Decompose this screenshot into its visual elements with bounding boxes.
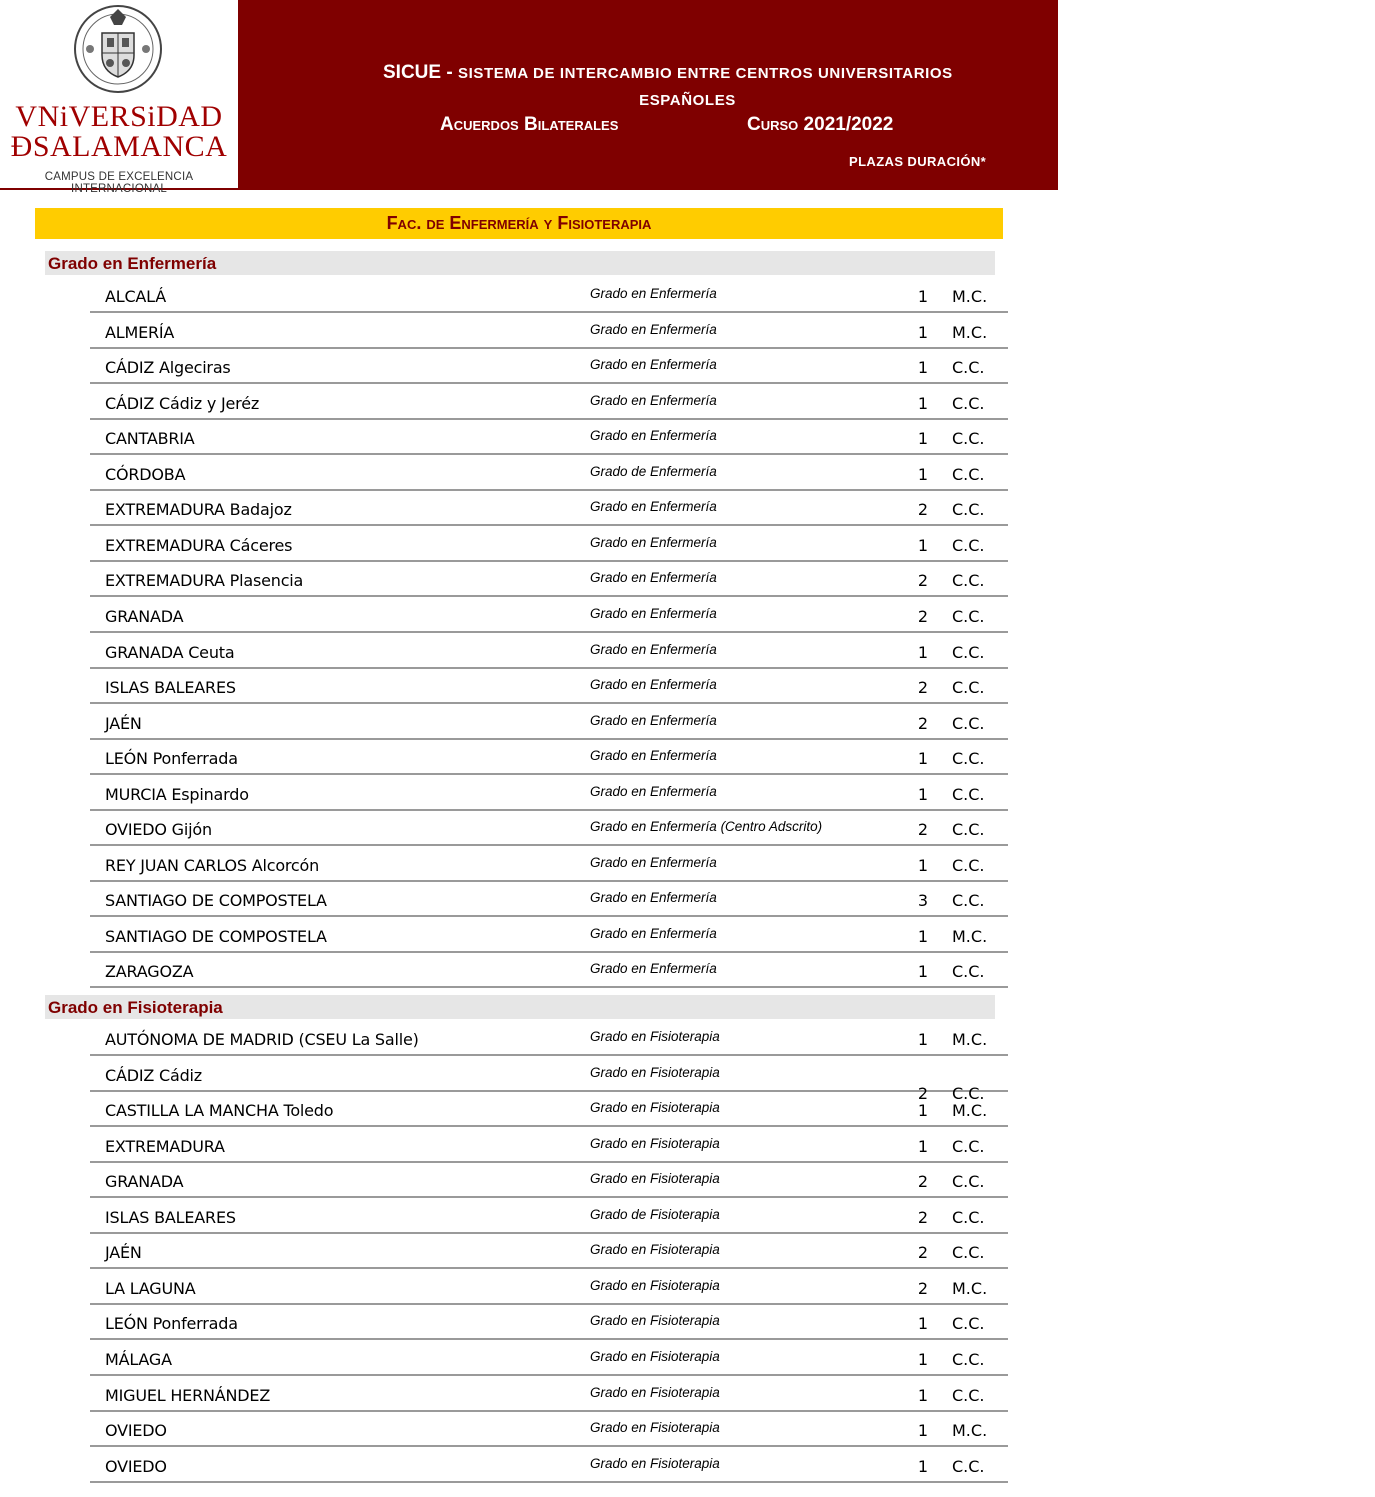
university-name: MIGUEL HERNÁNDEZ bbox=[105, 1386, 271, 1405]
table-row bbox=[90, 1197, 1008, 1234]
duration-code: C.C. bbox=[952, 785, 985, 804]
university-name: CANTABRIA bbox=[105, 429, 195, 448]
university-name: LEÓN Ponferrada bbox=[105, 749, 238, 768]
university-name: SANTIAGO DE COMPOSTELA bbox=[105, 891, 327, 910]
table-row bbox=[90, 951, 1008, 988]
degree-name: Grado en Fisioterapia bbox=[590, 1100, 720, 1115]
places-count: 2 bbox=[917, 820, 929, 839]
places-count: 1 bbox=[917, 927, 929, 946]
section-title: Grado en Fisioterapia bbox=[45, 995, 995, 1019]
table-row bbox=[90, 1375, 1008, 1412]
places-count: 1 bbox=[917, 1137, 929, 1156]
places-count: 1 bbox=[917, 287, 929, 306]
table-row bbox=[90, 454, 1008, 491]
table-row bbox=[90, 1090, 1008, 1127]
duration-code: C.C. bbox=[952, 1350, 985, 1369]
university-name: REY JUAN CARLOS Alcorcón bbox=[105, 856, 320, 875]
degree-name: Grado en Enfermería bbox=[590, 535, 717, 550]
places-count: 1 bbox=[917, 749, 929, 768]
duration-code: C.C. bbox=[952, 1137, 985, 1156]
duration-code: C.C. bbox=[952, 891, 985, 910]
places-count: 2 bbox=[917, 607, 929, 626]
university-name: ALCALÁ bbox=[105, 287, 167, 306]
places-count: 1 bbox=[917, 1350, 929, 1369]
degree-name: Grado en Enfermería (Centro Adscrito) bbox=[590, 819, 823, 834]
places-count: 1 bbox=[917, 1386, 929, 1405]
degree-name: Grado en Fisioterapia bbox=[590, 1065, 720, 1080]
table-row bbox=[90, 276, 1008, 313]
table-row bbox=[90, 632, 1008, 669]
table-row bbox=[90, 738, 1008, 775]
degree-name: Grado en Enfermería bbox=[590, 855, 717, 870]
table-row bbox=[90, 774, 1008, 811]
program-title-line2: ESPAÑOLES bbox=[639, 92, 736, 109]
program-acronym: SICUE - bbox=[383, 62, 453, 83]
places-count: 1 bbox=[917, 1030, 929, 1049]
table-row bbox=[90, 845, 1008, 882]
table-row bbox=[90, 1339, 1008, 1376]
degree-name: Grado en Fisioterapia bbox=[590, 1242, 720, 1257]
program-title bbox=[383, 62, 953, 84]
duration-code: C.C. bbox=[952, 429, 985, 448]
table-row bbox=[90, 418, 1008, 455]
duration-code: M.C. bbox=[952, 1101, 988, 1120]
table-row bbox=[90, 1161, 1008, 1198]
table-row bbox=[90, 880, 1008, 917]
places-count: 1 bbox=[917, 465, 929, 484]
university-name: MÁLAGA bbox=[105, 1350, 172, 1369]
table-row bbox=[90, 347, 1008, 384]
university-name: SANTIAGO DE COMPOSTELA bbox=[105, 927, 327, 946]
places-count: 2 bbox=[917, 500, 929, 519]
duration-code: C.C. bbox=[952, 1172, 985, 1191]
page-header bbox=[0, 0, 1058, 195]
degree-name: Grado en Fisioterapia bbox=[590, 1313, 720, 1328]
university-name-line1: VNiVERSiDAD bbox=[15, 100, 223, 133]
university-name: OVIEDO bbox=[105, 1457, 167, 1476]
university-name: CÁDIZ Algeciras bbox=[105, 358, 231, 377]
university-name: CASTILLA LA MANCHA Toledo bbox=[105, 1101, 334, 1120]
degree-name: Grado en Enfermería bbox=[590, 357, 717, 372]
university-name: ISLAS BALEARES bbox=[105, 678, 236, 697]
university-name: MURCIA Espinardo bbox=[105, 785, 249, 804]
university-name-line2: ÐSALAMANCA bbox=[10, 130, 228, 163]
table-row bbox=[90, 1126, 1008, 1163]
university-name: LEÓN Ponferrada bbox=[105, 1314, 238, 1333]
degree-name: Grado en Fisioterapia bbox=[590, 1420, 720, 1435]
duration-code: M.C. bbox=[952, 927, 988, 946]
university-name: OVIEDO Gijón bbox=[105, 820, 212, 839]
degree-name: Grado en Enfermería bbox=[590, 606, 717, 621]
table-row bbox=[90, 596, 1008, 633]
table-row bbox=[90, 916, 1008, 953]
places-count: 1 bbox=[917, 856, 929, 875]
places-count: 2 bbox=[917, 1243, 929, 1262]
duration-code: C.C. bbox=[952, 465, 985, 484]
table-row bbox=[90, 489, 1008, 526]
degree-name: Grado en Enfermería bbox=[590, 890, 717, 905]
table-row bbox=[90, 525, 1008, 562]
duration-code: C.C. bbox=[952, 856, 985, 875]
places-count: 1 bbox=[917, 1314, 929, 1333]
table-row bbox=[90, 1303, 1008, 1340]
degree-name: Grado en Enfermería bbox=[590, 784, 717, 799]
duration-code: C.C. bbox=[952, 962, 985, 981]
duration-code: C.C. bbox=[952, 678, 985, 697]
university-name: EXTREMADURA Plasencia bbox=[105, 571, 304, 590]
table-row bbox=[90, 312, 1008, 349]
university-name: EXTREMADURA Cáceres bbox=[105, 536, 293, 555]
agreements-label: Acuerdos Bilaterales bbox=[440, 114, 619, 135]
degree-name: Grado en Fisioterapia bbox=[590, 1029, 720, 1044]
duration-code: C.C. bbox=[952, 358, 985, 377]
university-name: AUTÓNOMA DE MADRID (CSEU La Salle) bbox=[105, 1030, 419, 1049]
university-name: LA LAGUNA bbox=[105, 1279, 196, 1298]
duration-code: C.C. bbox=[952, 607, 985, 626]
university-name: GRANADA Ceuta bbox=[105, 643, 235, 662]
places-count: 2 bbox=[917, 678, 929, 697]
places-count: 3 bbox=[917, 891, 929, 910]
degree-name: Grado en Fisioterapia bbox=[590, 1349, 720, 1364]
places-count: 1 bbox=[917, 1101, 929, 1120]
duration-code: C.C. bbox=[952, 1457, 985, 1476]
table-row bbox=[90, 560, 1008, 597]
degree-name: Grado en Fisioterapia bbox=[590, 1171, 720, 1186]
duration-code: M.C. bbox=[952, 323, 988, 342]
degree-name: Grado en Enfermería bbox=[590, 322, 717, 337]
university-name: JAÉN bbox=[105, 714, 142, 733]
duration-code: C.C. bbox=[952, 394, 985, 413]
duration-code: M.C. bbox=[952, 1279, 988, 1298]
degree-name: Grado en Enfermería bbox=[590, 642, 717, 657]
degree-name: Grado en Enfermería bbox=[590, 713, 717, 728]
places-count: 1 bbox=[917, 536, 929, 555]
places-count: 1 bbox=[917, 643, 929, 662]
degree-name: Grado en Fisioterapia bbox=[590, 1136, 720, 1151]
university-name: OVIEDO bbox=[105, 1421, 167, 1440]
table-row bbox=[90, 1268, 1008, 1305]
university-name: EXTREMADURA Badajoz bbox=[105, 500, 292, 519]
duration-code: C.C. bbox=[952, 1084, 985, 1103]
places-count: 2 bbox=[917, 1172, 929, 1191]
table-row bbox=[90, 703, 1008, 740]
places-count: 1 bbox=[917, 1457, 929, 1476]
university-name: GRANADA bbox=[105, 607, 184, 626]
degree-name: Grado de Fisioterapia bbox=[590, 1207, 720, 1222]
university-name: JAÉN bbox=[105, 1243, 142, 1262]
places-count: 2 bbox=[917, 1279, 929, 1298]
university-name: CÓRDOBA bbox=[105, 465, 186, 484]
university-name: GRANADA bbox=[105, 1172, 184, 1191]
places-count: 2 bbox=[917, 571, 929, 590]
degree-name: Grado en Enfermería bbox=[590, 570, 717, 585]
duration-code: C.C. bbox=[952, 1243, 985, 1262]
duration-code: C.C. bbox=[952, 714, 985, 733]
university-name: EXTREMADURA bbox=[105, 1137, 225, 1156]
table-row bbox=[90, 667, 1008, 704]
table-row bbox=[90, 1446, 1008, 1483]
degree-name: Grado en Enfermería bbox=[590, 677, 717, 692]
university-name: ISLAS BALEARES bbox=[105, 1208, 236, 1227]
duration-code: C.C. bbox=[952, 536, 985, 555]
places-count: 1 bbox=[917, 358, 929, 377]
places-count: 1 bbox=[917, 323, 929, 342]
university-name: CÁDIZ Cádiz bbox=[105, 1066, 202, 1085]
degree-name: Grado en Fisioterapia bbox=[590, 1278, 720, 1293]
duration-code: C.C. bbox=[952, 1386, 985, 1405]
table-row bbox=[90, 1055, 1008, 1103]
table-row bbox=[90, 383, 1008, 420]
table-row bbox=[90, 1410, 1008, 1447]
degree-name: Grado en Enfermería bbox=[590, 926, 717, 941]
university-seal-icon bbox=[72, 3, 164, 95]
section-title: Grado en Enfermería bbox=[45, 251, 995, 275]
degree-name: Grado en Enfermería bbox=[590, 499, 717, 514]
duration-code: C.C. bbox=[952, 1208, 985, 1227]
places-count: 1 bbox=[917, 962, 929, 981]
places-count: 1 bbox=[917, 1421, 929, 1440]
university-name: CÁDIZ Cádiz y Jeréz bbox=[105, 394, 260, 413]
column-headers: PLAZAS DURACIÓN* bbox=[849, 154, 987, 169]
places-count: 2 bbox=[917, 1208, 929, 1227]
duration-code: C.C. bbox=[952, 571, 985, 590]
academic-year: Curso 2021/2022 bbox=[747, 114, 894, 135]
degree-name: Grado en Enfermería bbox=[590, 393, 717, 408]
table-row bbox=[90, 1232, 1008, 1269]
table-row bbox=[90, 1019, 1008, 1056]
duration-code: C.C. bbox=[952, 500, 985, 519]
duration-code: C.C. bbox=[952, 643, 985, 662]
places-count: 1 bbox=[917, 785, 929, 804]
degree-name: Grado en Enfermería bbox=[590, 961, 717, 976]
places-count: 2 bbox=[917, 1084, 929, 1103]
degree-name: Grado en Fisioterapia bbox=[590, 1456, 720, 1471]
places-count: 1 bbox=[917, 394, 929, 413]
duration-code: C.C. bbox=[952, 749, 985, 768]
places-count: 1 bbox=[917, 429, 929, 448]
faculty-banner: Fac. de Enfermería y Fisioterapia bbox=[35, 208, 1003, 239]
degree-name: Grado en Enfermería bbox=[590, 428, 717, 443]
degree-name: Grado en Enfermería bbox=[590, 286, 717, 301]
university-name: ALMERÍA bbox=[105, 323, 175, 342]
degree-name: Grado en Enfermería bbox=[590, 748, 717, 763]
duration-code: C.C. bbox=[952, 1314, 985, 1333]
duration-code: C.C. bbox=[952, 820, 985, 839]
degree-name: Grado en Fisioterapia bbox=[590, 1385, 720, 1400]
degree-name: Grado de Enfermería bbox=[590, 464, 717, 479]
duration-code: M.C. bbox=[952, 1421, 988, 1440]
duration-code: M.C. bbox=[952, 1030, 988, 1049]
places-count: 2 bbox=[917, 714, 929, 733]
university-name: ZARAGOZA bbox=[105, 962, 194, 981]
duration-code: M.C. bbox=[952, 287, 988, 306]
program-full-name: SISTEMA DE INTERCAMBIO ENTRE CENTROS UNIVERSITARIOS bbox=[457, 65, 953, 82]
campus-tagline: CAMPUS DE EXCELENCIA INTERNACIONAL bbox=[44, 171, 194, 195]
table-row bbox=[90, 809, 1008, 846]
